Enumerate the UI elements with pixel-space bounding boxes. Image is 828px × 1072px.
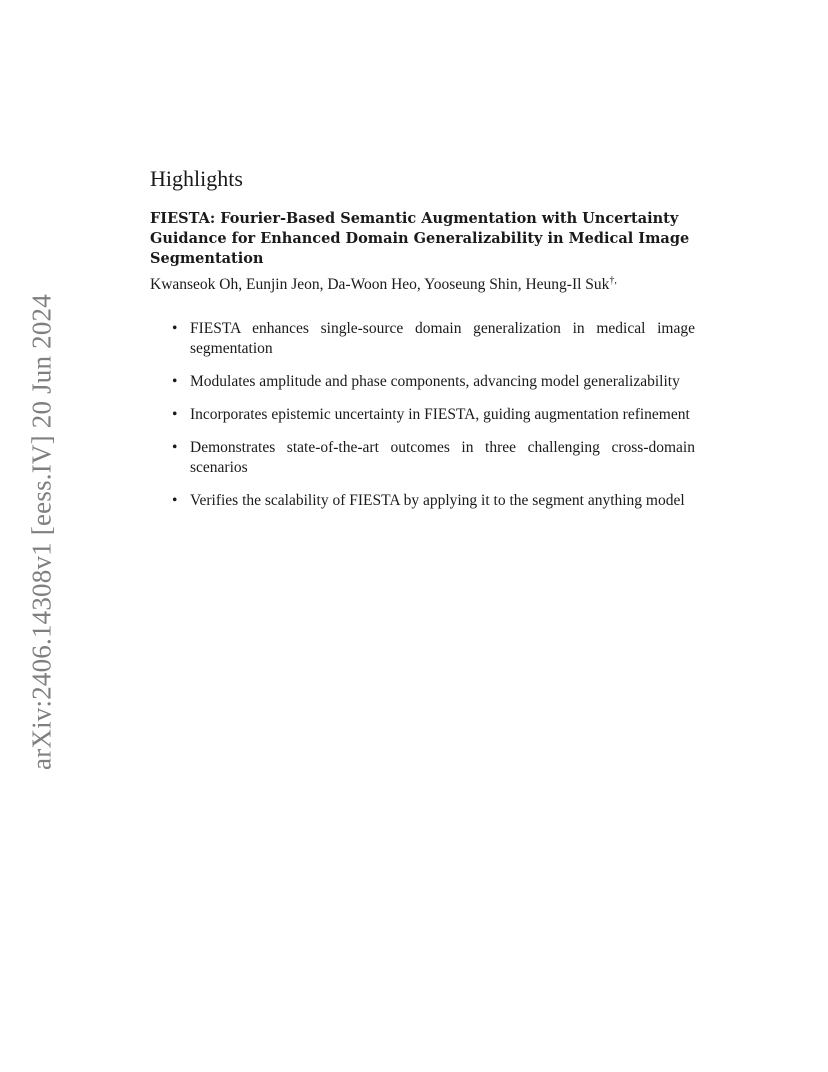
bullet-icon: • xyxy=(172,406,178,423)
highlight-text: Demonstrates state-of-the-art outcomes in three challenging cross-domain scenarios xyxy=(190,439,695,476)
bullet-icon: • xyxy=(172,439,178,456)
author-names: Kwanseok Oh, Eunjin Jeon, Da-Woon Heo, Yooseung Shin, Heung-Il Suk xyxy=(150,276,610,293)
highlights-page xyxy=(150,165,695,524)
highlight-item-5 xyxy=(172,491,695,511)
highlight-text: Modulates amplitude and phase components, advancing model generalizability xyxy=(190,373,680,390)
highlights-list xyxy=(150,319,695,511)
bullet-icon: • xyxy=(172,320,178,337)
paper-title: FIESTA: Fourier-Based Semantic Augmentation with Uncertainty Guidance for Enhanced Domain Generalizability in Medical Image Segmentation xyxy=(150,210,690,267)
arxiv-identifier-stamp: arXiv:2406.14308v1 [eess.IV] 20 Jun 2024 xyxy=(26,294,57,770)
bullet-icon: • xyxy=(172,492,178,509)
highlight-item-1 xyxy=(172,319,695,359)
bullet-icon: • xyxy=(172,373,178,390)
author-list xyxy=(150,275,695,295)
highlight-item-2 xyxy=(172,372,695,392)
section-heading: Highlights xyxy=(150,166,243,191)
highlight-item-3 xyxy=(172,405,695,425)
highlight-text: Verifies the scalability of FIESTA by applying it to the segment anything model xyxy=(190,492,685,509)
highlight-item-4 xyxy=(172,438,695,478)
highlight-text: Incorporates epistemic uncertainty in FIESTA, guiding augmentation refinement xyxy=(190,406,690,423)
corresponding-author-marker: †, xyxy=(609,274,617,286)
highlight-text: FIESTA enhances single-source domain generalization in medical image segmentation xyxy=(190,320,695,357)
